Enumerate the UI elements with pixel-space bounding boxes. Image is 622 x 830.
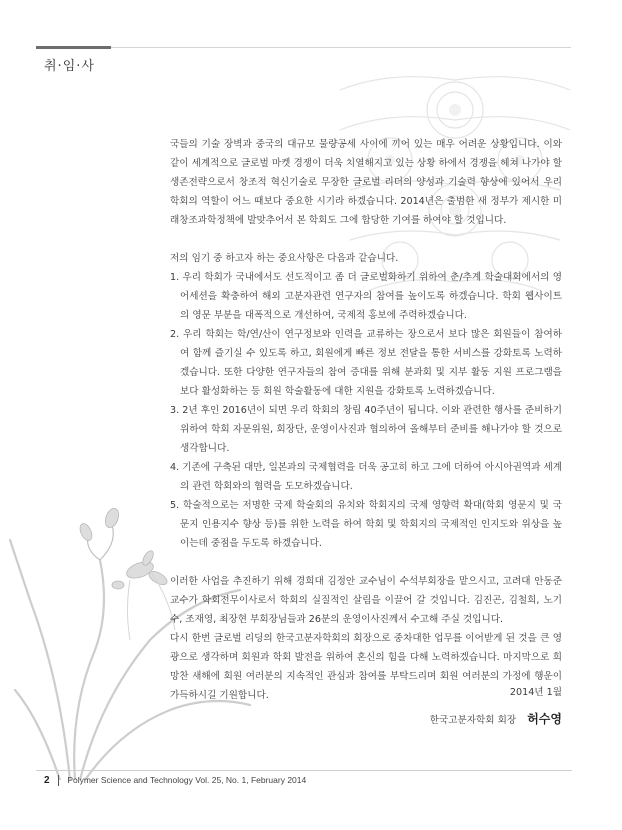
- signature-date: 2014년 1월: [509, 687, 562, 698]
- intro-paragraph: 국들의 기술 장벽과 중국의 대규모 물량공세 사이에 끼어 있는 매우 어려운 상황입니다. 이와 같이 세계적으로 글로벌 마켓 경쟁이 더욱 치열해지고 있는 상황 하에서 경쟁을 헤쳐 나가야 할 생존전략으로서 창조적 혁신기술로 무장한 글로벌 리더의 양성과 기술력 향상에 있어서 우리 학회의 역할이 어느 때보다 중요한 시기라 하겠습니다. 2014년은 출범한 새 정부가 제시한 미래창조과학정책에 발맞추어서 본 학회도 그에 합당한 기여를 하여야 할 것입니다.: [170, 139, 562, 226]
- list-item: 2. 우리 학회는 학/연/산이 연구정보와 인력을 교류하는 장으로서 보다 많은 회원들이 참여하여 함께 즐기실 수 있도록 하고, 회원에게 빠른 정보 전달을 통한 서비스를 강화토록 노력하겠습니다. 또한 다양한 연구자들의 참여 증대를 위해 분과회 및 지부 활동 지원 프로그램을 보다 활성화하는 등 회원 학술활동에 대한 지원을 강화토록 노력하겠습니다.: [170, 329, 562, 397]
- list-item: 1. 우리 학회가 국내에서도 선도적이고 좀 더 글로벌화하기 위하여 춘/추계 학술대회에서의 영어세션을 확충하여 해외 고분자관련 연구자의 참여를 높이도록 하겠습니다. 학회 웹사이트의 영문 부분을 대폭적으로 개선하여, 국제적 홍보에 주력하겠습니다.: [170, 272, 562, 321]
- header-rule-thick: [36, 46, 111, 49]
- signature-block: [430, 683, 562, 731]
- list-item: 5. 학술적으로는 저명한 국제 학술회의 유치와 학회지의 국제 영향력 확대(학회 영문지 및 국문지 인용지수 향상 등)를 위한 노력을 하여 학회 및 학회지의 국제적인 인지도와 위상을 높이는데 중점을 두도록 하겠습니다.: [170, 500, 562, 549]
- thanks-paragraph: 이러한 사업을 추진하기 위해 경희대 김정안 교수님이 수석부회장을 맡으시고, 고려대 안동준 교수가 학회전무이사로서 학회의 실질적인 살림을 이끌어 갈 것입니다. 김진곤, 김철희, 노기수, 조재영, 최장현 부회장님들과 26분의 운영이사진께서 수고해 주실 것입니다.: [170, 576, 562, 625]
- header-rule-thin: [111, 47, 571, 48]
- footer-rule: [36, 770, 572, 771]
- priority-list: [170, 268, 562, 553]
- section-label: 취·임·사: [44, 59, 95, 74]
- footer-divider: [58, 775, 59, 786]
- signature-name: 허수영: [527, 712, 562, 726]
- list-item: 3. 2년 후인 2016년이 되면 우리 학회의 창립 40주년이 됩니다. 이와 관련한 행사를 준비하기 위하여 학회 자문위원, 회장단, 운영이사진과 협의하여 올해부터 준비를 해나가야 할 것으로 생각합니다.: [170, 405, 562, 454]
- signature-line: [430, 709, 562, 731]
- signature-title: 한국고분자학회 회장: [429, 715, 517, 726]
- list-item: 4. 기존에 구축된 대만, 일본과의 국제협력을 더욱 공고히 하고 그에 더하여 아시아권역과 세계의 관련 학회와의 협력을 도모하겠습니다.: [170, 462, 562, 492]
- page-number: 2: [44, 775, 50, 786]
- journal-citation: Polymer Science and Technology Vol. 25, No. 1, February 2014: [67, 775, 307, 785]
- list-intro: 저의 임기 중 하고자 하는 중요사항은 다음과 같습니다.: [170, 253, 399, 264]
- closing-paragraph: 다시 한번 글로벌 리딩의 한국고분자학회의 회장으로 중차대한 업무를 이어받게 된 것을 큰 영광으로 생각하며 회원과 학회 발전을 위하여 혼신의 힘을 다해 노력하겠습니다. 마지막으로 희망찬 새해에 회원 여러분의 지속적인 관심과 참여를 부탁드리며 회원 여러분의 가정에 행운이 가득하시길 기원합니다.: [170, 633, 562, 701]
- page-footer: [44, 775, 306, 786]
- letter-body: [170, 135, 562, 705]
